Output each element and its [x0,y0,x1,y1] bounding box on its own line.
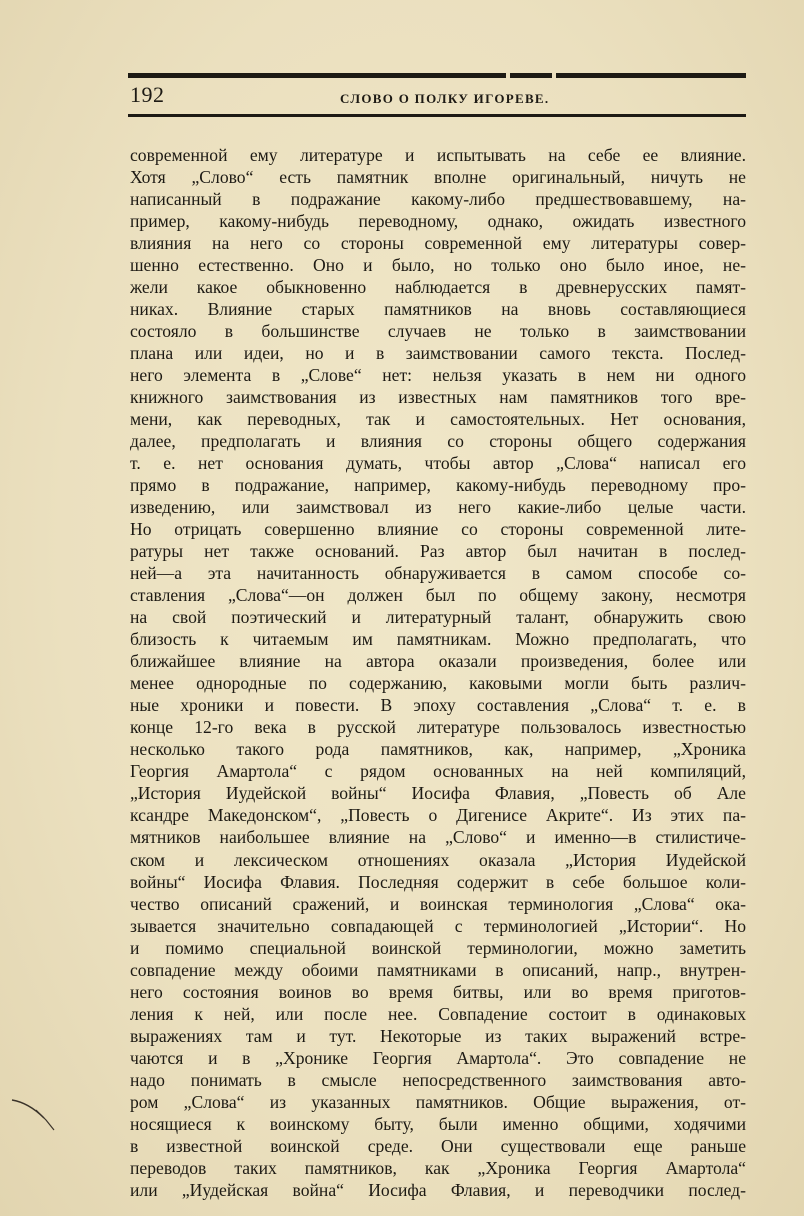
text-line: на свой поэтический и литературный талант, обнаружить свою [130,607,746,628]
text-line: ском и лексическом отношениях оказала „История Иудейской [130,849,746,870]
text-line: и помимо специальной воинской терминологии, можно заметить [130,937,746,958]
header-top-rule [128,73,746,78]
pen-mark-icon [10,1092,60,1132]
text-line: надо понимать в смысле непосредственного заимствования авто- [130,1069,746,1090]
header-bottom-rule [128,114,746,117]
text-line: зывается значительно совпадающей с терминологией „Истории“. Но [130,915,746,936]
text-line: войны“ Иосифа Флавия. Последняя содержит в себе большое коли- [130,871,746,892]
text-line: ром „Слова“ из указанных памятников. Общие выражения, от- [130,1091,746,1112]
body-text [130,144,746,1201]
text-line: совпадение между обоими памятниками в описаний, напр., внутрен- [130,959,746,980]
text-line: в известной воинской среде. Они существовали еще раньше [130,1135,746,1156]
text-line: или „Иудейская война“ Иосифа Флавия, и переводчики послед- [130,1179,746,1200]
text-line: ней—а эта начитанность обнаруживается в самом способе со- [130,563,746,584]
text-line: ксандре Македонском“, „Повесть о Дигенисе Акрите“. Из этих па- [130,805,746,826]
text-line: выражениях там и тут. Некоторые из таких выражений встре- [130,1025,746,1046]
text-line: влияния на него со стороны современной ему литературы совер- [130,233,746,254]
text-line: Хотя „Слово“ есть памятник вполне оригинальный, ничуть не [130,167,746,188]
text-line: ставления „Слова“—он должен был по общему закону, несмотря [130,585,746,606]
text-line: ратуры нет также оснований. Раз автор был начитан в послед- [130,541,746,562]
text-line: Но отрицать совершенно влияние со стороны современной лите- [130,519,746,540]
page-number: 192 [130,82,165,107]
text-line: менее однородные по содержанию, каковыми могли быть различ- [130,673,746,694]
text-line: написанный в подражание какому-либо предшествовавшему, на- [130,189,746,210]
text-line: чаются и в „Хронике Георгия Амартола“. Это совпадение не [130,1047,746,1068]
text-line: изведению, или заимствовал из него какие-либо целые части. [130,497,746,518]
text-line: далее, предполагать и влияния со стороны общего содержания [130,431,746,452]
text-line: чество описаний сражений, и воинская терминология „Слова“ ока- [130,893,746,914]
text-line: состояло в большинстве случаев не только в заимствовании [130,321,746,342]
text-line: мени, как переводных, так и самостоятельных. Нет основания, [130,409,746,430]
text-line: ные хроники и повести. В эпоху составления „Слова“ т. е. в [130,695,746,716]
page-header [128,82,746,112]
text-line: никах. Влияние старых памятников на вновь составляющиеся [130,299,746,320]
text-line: „История Иудейской войны“ Иосифа Флавия, „Повесть об Але [130,783,746,804]
text-line: ближайшее влияние на автора оказали произведения, более или [130,651,746,672]
text-line: современной ему литературе и испытывать на себе ее влияние. [130,145,746,165]
text-line: жели какое обыкновенно наблюдается в древнерусских памят- [130,277,746,298]
text-line: Георгия Амартола“ с рядом основанных на ней компиляций, [130,761,746,782]
running-title: СЛОВО О ПОЛКУ ИГОРЕВЕ. [340,91,550,106]
text-line: носящиеся к воинскому быту, были именно общими, ходячими [130,1113,746,1134]
text-line: него элемента в „Слове“ нет: нельзя указать в нем ни одного [130,365,746,386]
text-line: него состояния воинов во время битвы, или во время приготов- [130,981,746,1002]
text-line: шенно естественно. Оно и было, но только оно было иное, не- [130,255,746,276]
text-line: переводов таких памятников, как „Хроника Георгия Амартола“ [130,1157,746,1178]
text-line: книжного заимствования из известных нам памятников того вре- [130,387,746,408]
text-line: т. е. нет основания думать, чтобы автор „Слова“ написал его [130,453,746,474]
text-line: прямо в подражание, например, какому-нибудь переводному про- [130,475,746,496]
text-line: пример, какому-нибудь переводному, однако, ожидать известного [130,211,746,232]
text-line: ления к ней, или после нее. Совпадение состоит в одинаковых [130,1003,746,1024]
text-line: плана или идеи, но и в заимствовании самого текста. Послед- [130,343,746,364]
text-line: конце 12-го века в русской литературе пользовалось известностью [130,717,746,738]
text-line: мятников наибольшее влияние на „Слово“ и именно—в стилистиче- [130,827,746,848]
text-line: близость к читаемым им памятникам. Можно предполагать, что [130,629,746,650]
text-line: несколько такого рода памятников, как, например, „Хроника [130,739,746,760]
